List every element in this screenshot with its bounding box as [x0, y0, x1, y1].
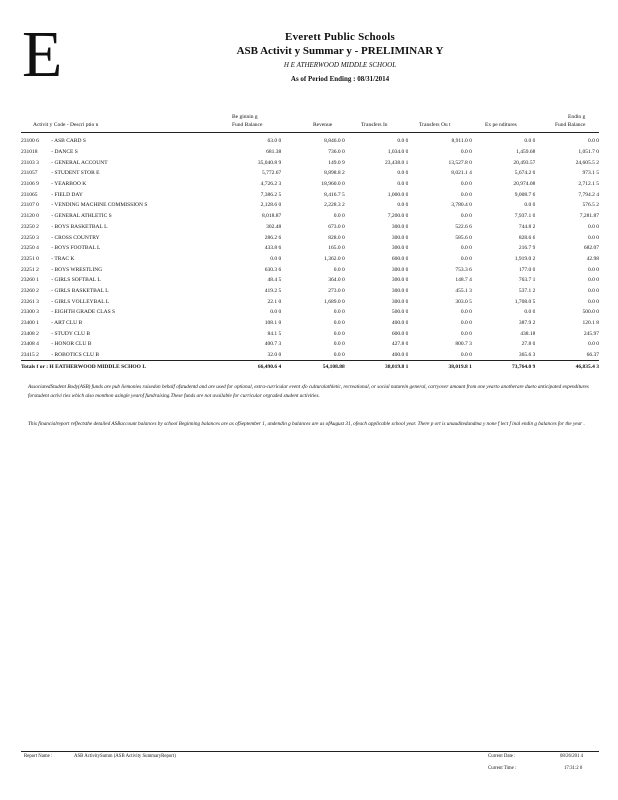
transfers-out-cell: 3,780.4 0: [451, 202, 472, 209]
ending-balance-cell: 66.37: [586, 352, 599, 359]
table-row: [21, 232, 599, 243]
revenue-cell: 2,228.3 2: [324, 202, 345, 209]
activity-desc-cell: - ROBOTICS CLU B: [51, 352, 100, 359]
transfers-out-cell: 800.7 3: [455, 341, 472, 348]
transfers-out-cell: 0.0 0: [460, 352, 472, 359]
transfers-out-cell: 8,021.1 4: [451, 170, 472, 177]
transfers-out-cell: 0.0 0: [460, 213, 472, 220]
activity-desc-cell: - STUDENT STOR E: [51, 170, 100, 177]
table-row: [21, 275, 599, 286]
activity-table: [21, 136, 599, 372]
ending-balance-cell: 0.0 0: [588, 223, 599, 230]
expenditures-cell: 20,493.57: [513, 159, 536, 166]
beginning-balance-cell: 35,040.8 9: [257, 159, 282, 166]
revenue-cell: 364.0 0: [328, 277, 345, 284]
ending-balance-cell: 0.0 0: [588, 277, 599, 284]
activity-code-cell: 23100 6: [21, 138, 39, 145]
transfers-in-cell: 300.0 0: [391, 223, 409, 230]
beginning-balance-cell: 4,726.2 3: [260, 181, 282, 188]
revenue-cell: 736.0 0: [328, 149, 345, 156]
totals-transfers-in: 38,019.8 1: [345, 361, 409, 372]
expenditures-cell: 365.6 3: [518, 352, 536, 359]
table-row: [21, 200, 599, 211]
table-row: [21, 286, 599, 297]
district-name: Everett Public Schools: [285, 31, 395, 43]
report-title: ASB Activit y Summar y - PRELIMINAR Y: [236, 45, 444, 57]
table-row: [21, 296, 599, 307]
ending-balance-cell: 0.0 0: [588, 266, 599, 273]
transfers-in-cell: 500.0 0: [391, 309, 409, 316]
activity-code-cell: 23400 1: [21, 320, 39, 327]
col-header-code-desc: Activit y Code - Descri ptio n: [33, 122, 99, 128]
beginning-balance-cell: 7,386.2 5: [260, 191, 282, 198]
transfers-out-cell: 0.0 0: [460, 245, 472, 252]
beginning-balance-cell: 630.3 6: [264, 266, 282, 273]
activity-code-cell: 23415 2: [21, 352, 39, 359]
table-row: [21, 147, 599, 158]
activity-code-cell: 23408 2: [21, 330, 39, 337]
beginning-balance-cell: 681.38: [266, 149, 282, 156]
expenditures-cell: 0.0 0: [524, 309, 536, 316]
table-row: [21, 189, 599, 200]
ending-balance-cell: 7,281.87: [579, 213, 599, 220]
beginning-balance-cell: 400.7 3: [264, 341, 282, 348]
table-row: [21, 243, 599, 254]
revenue-cell: 0.0 0: [333, 320, 345, 327]
revenue-cell: 149.0 9: [328, 159, 345, 166]
activity-code-cell: 23261 3: [21, 298, 39, 305]
transfers-in-cell: 427.8 0: [391, 341, 409, 348]
activity-desc-cell: - BOYS FOOTBAL L: [51, 245, 101, 252]
beginning-balance-cell: 2,128.6 0: [260, 202, 282, 209]
revenue-cell: 0.0 0: [333, 330, 345, 337]
expenditures-cell: 177.0 0: [518, 266, 536, 273]
beginning-balance-cell: 419.2 5: [264, 287, 282, 294]
revenue-cell: 0.0 0: [333, 213, 345, 220]
col-header-transfers-in: Transfers In: [361, 122, 388, 128]
expenditures-cell: 5,674.2 0: [514, 170, 536, 177]
transfers-in-cell: 400.0 0: [391, 320, 409, 327]
current-date-label: Current Date :: [488, 754, 516, 759]
transfers-in-cell: 300.0 0: [391, 266, 409, 273]
activity-desc-cell: - YEARBOO K: [51, 181, 87, 188]
ending-balance-cell: 576.5 2: [582, 202, 599, 209]
expenditures-cell: 216.7 9: [518, 245, 536, 252]
transfers-out-cell: 0.0 0: [460, 181, 472, 188]
col-header-revenue: Revenue: [313, 122, 333, 128]
activity-desc-cell: - BOYS WRESTLING: [51, 266, 103, 273]
expenditures-cell: 828.6 6: [518, 234, 536, 241]
transfers-in-cell: 0.0 0: [397, 170, 409, 177]
transfers-out-cell: 522.6 6: [455, 223, 472, 230]
ending-balance-cell: 500.0 0: [582, 309, 599, 316]
expenditures-cell: 744.8 2: [518, 223, 536, 230]
activity-desc-cell: - STUDY CLU B: [51, 330, 91, 337]
activity-desc-cell: - BOYS BASKETBAL L: [51, 223, 108, 230]
totals-beginning-balance: 66,490.6 4: [223, 361, 282, 372]
ending-balance-cell: 682.07: [583, 245, 599, 252]
footer-rule: [21, 751, 599, 752]
transfers-out-cell: 455.1 3: [455, 287, 472, 294]
ending-balance-cell: 120.1 8: [582, 320, 599, 327]
ending-balance-cell: 42.98: [586, 255, 599, 262]
revenue-cell: 273.0 0: [328, 287, 345, 294]
revenue-cell: 1,689.0 0: [324, 298, 345, 305]
expenditures-cell: 27.8 0: [521, 341, 536, 348]
beginning-balance-cell: 5,772.67: [261, 170, 282, 177]
transfers-out-cell: 13,527.8 0: [448, 159, 472, 166]
col-header-ending-bottom: Fund Balance: [555, 122, 586, 128]
transfers-out-cell: 0.0 0: [460, 149, 472, 156]
beginning-balance-cell: 108.1 0: [264, 320, 282, 327]
beginning-balance-cell: 286.2 6: [264, 234, 282, 241]
period-ending: As of Period Ending : 08/31/2014: [290, 75, 390, 83]
current-time-value: 17:31:2 0: [564, 766, 583, 771]
revenue-cell: 0.0 0: [333, 309, 345, 316]
revenue-cell: 1,362.0 0: [324, 255, 345, 262]
expenditures-cell: 0.0 0: [524, 138, 536, 145]
expenditures-cell: 7,937.1 0: [514, 213, 536, 220]
notes-paragraph-asb: AssociatedStudent Body(ASB) funds are pub liemonies raisedon behalf ofstudentd and are used for optional, extra-curricular event sfo culturalathletic, recreational, or social naturein general, carryover amount from one yearto anotherare dueto anticipated expenditures forstudent activi ties which also monthon asingle yearof fundraising.These funds are not available for curricular orgraded student activities.: [28, 384, 589, 399]
transfers-in-cell: 1,000.0 0: [387, 191, 409, 198]
transfers-in-cell: 0.0 0: [397, 138, 409, 145]
ending-balance-cell: 1,051.7 0: [578, 149, 599, 156]
transfers-out-cell: 0.0 0: [460, 309, 472, 316]
activity-desc-cell: - ART CLU B: [51, 320, 83, 327]
table-row: [21, 339, 599, 350]
report-name-label: Report Name :: [24, 754, 53, 759]
expenditures-cell: 1,919.0 2: [514, 255, 536, 262]
activity-code-cell: 23408 4: [21, 341, 39, 348]
activity-code-cell: 231057: [21, 170, 38, 177]
revenue-cell: 18,960.0 0: [321, 181, 345, 188]
totals-row: [21, 361, 599, 372]
beginning-balance-cell: 22.1 0: [267, 298, 282, 305]
activity-desc-cell: - GIRLS VOLLEYBAL L: [51, 298, 110, 305]
activity-code-cell: 23251 2: [21, 266, 39, 273]
expenditures-cell: 438.18: [520, 330, 536, 337]
ending-balance-cell: 0.0 0: [588, 341, 599, 348]
table-row: [21, 328, 599, 339]
transfers-in-cell: 0.0 0: [397, 202, 409, 209]
activity-code-cell: 23251 0: [21, 255, 39, 262]
activity-code-cell: 231065: [21, 191, 38, 198]
transfers-out-cell: 303.0 5: [455, 298, 472, 305]
ending-balance-cell: 973.1 5: [582, 170, 599, 177]
activity-code-cell: 23103 3: [21, 159, 39, 166]
table-row: [21, 179, 599, 190]
revenue-cell: 8,416.7 5: [324, 191, 345, 198]
expenditures-cell: 20,974.08: [513, 181, 536, 188]
ending-balance-cell: 2,712.1 5: [578, 181, 599, 188]
activity-code-cell: 23106 9: [21, 181, 39, 188]
district-logo: E: [22, 18, 63, 91]
transfers-out-cell: 0.0 0: [460, 255, 472, 262]
ending-balance-cell: 0.0 0: [588, 287, 599, 294]
activity-code-cell: 231018: [21, 149, 38, 156]
transfers-out-cell: 0.0 0: [460, 330, 472, 337]
activity-desc-cell: - ASB CARD S: [51, 138, 86, 145]
beginning-balance-cell: 63.0 0: [267, 138, 282, 145]
activity-desc-cell: - FIELD DAY: [51, 191, 83, 198]
activity-desc-cell: - GENERAL ACCOUNT: [51, 159, 108, 166]
transfers-in-cell: 0.0 0: [397, 181, 409, 188]
report-name-value: ASB ActivitySumm (ASB Activity SummaryReport): [74, 754, 176, 759]
activity-code-cell: 23300 3: [21, 309, 39, 316]
transfers-out-cell: 8,911.0 0: [451, 138, 472, 145]
transfers-out-cell: 753.3 6: [455, 266, 472, 273]
expenditures-cell: 9,008.7 6: [514, 191, 536, 198]
transfers-in-cell: 300.0 0: [391, 277, 409, 284]
ending-balance-cell: 24,605.5 2: [575, 159, 599, 166]
transfers-in-cell: 300.0 0: [391, 245, 409, 252]
revenue-cell: 8,898.8 2: [324, 170, 345, 177]
ending-balance-cell: 245.97: [583, 330, 599, 337]
ending-balance-cell: 0.0 0: [588, 298, 599, 305]
transfers-out-cell: 585.6 0: [455, 234, 472, 241]
transfers-in-cell: 300.0 0: [391, 298, 409, 305]
activity-code-cell: 23250 2: [21, 223, 39, 230]
table-row: [21, 168, 599, 179]
activity-desc-cell: - GIRLS SOFTBAL L: [51, 277, 101, 284]
revenue-cell: 0.0 0: [333, 266, 345, 273]
totals-expenditures: 73,764.0 9: [472, 361, 536, 372]
transfers-out-cell: 0.0 0: [460, 320, 472, 327]
expenditures-cell: 1,708.0 5: [514, 298, 536, 305]
totals-transfers-out: 38,019.8 1: [408, 361, 472, 372]
transfers-out-cell: 0.0 0: [460, 191, 472, 198]
table-row: [21, 157, 599, 168]
transfers-in-cell: 400.0 0: [391, 352, 409, 359]
transfers-in-cell: 7,200.0 0: [387, 213, 409, 220]
table-row: [21, 318, 599, 329]
activity-code-cell: 23260 2: [21, 287, 39, 294]
expenditures-cell: 1,459.68: [516, 149, 536, 156]
transfers-in-cell: 23,438.0 1: [384, 159, 409, 166]
beginning-balance-cell: 0.0 0: [270, 309, 282, 316]
revenue-cell: 0.0 0: [333, 352, 345, 359]
table-row: [21, 264, 599, 275]
transfers-in-cell: 600.0 0: [391, 255, 409, 262]
beginning-balance-cell: 8,018.87: [261, 213, 282, 220]
col-header-ending-top: Endin g: [568, 114, 586, 120]
col-header-transfers-out: Transfers Ou t: [419, 122, 451, 128]
activity-desc-cell: - CROSS COUNTRY: [51, 234, 100, 241]
beginning-balance-cell: 32.0 0: [267, 352, 282, 359]
totals-ending-balance: 46,835.4 3: [535, 361, 599, 372]
table-row: [21, 254, 599, 265]
revenue-cell: 8,846.0 0: [324, 138, 345, 145]
table-row: [21, 211, 599, 222]
col-header-beginning-bottom: Fund Balance: [232, 122, 263, 128]
revenue-cell: 165.0 0: [328, 245, 345, 252]
expenditures-cell: 763.7 1: [518, 277, 536, 284]
transfers-in-cell: 600.0 0: [391, 330, 409, 337]
table-row: [21, 307, 599, 318]
activity-desc-cell: - TRAC K: [51, 255, 75, 262]
current-date-value: 08/26/201 4: [560, 754, 584, 759]
activity-code-cell: 23250 3: [21, 234, 39, 241]
activity-code-cell: 23107 0: [21, 202, 39, 209]
expenditures-cell: 0.0 0: [524, 202, 536, 209]
notes-paragraph-report: This financialreport reflectsthe detailed ASBaccount balances by school Beginning balances are as ofSeptember 1, andendin g balances are as ofAugust 31, ofeach applicable school year. There p ort is unauditedandma y none f lect f inal endin g balances for the year .: [28, 421, 585, 427]
expenditures-cell: 387.9 2: [518, 320, 536, 327]
header-rule: [21, 132, 599, 133]
ending-balance-cell: 0.0 0: [588, 234, 599, 241]
beginning-balance-cell: 433.8 6: [264, 245, 282, 252]
activity-desc-cell: - HONOR CLU B: [51, 341, 92, 348]
revenue-cell: 0.0 0: [333, 341, 345, 348]
totals-label: Totals f or : H EATHERWOOD MIDDLE SCHOO L: [21, 361, 223, 372]
activity-desc-cell: - GENERAL ATHLETIC S: [51, 213, 112, 220]
table-row: [21, 222, 599, 233]
activity-desc-cell: - GIRLS BASKETBAL L: [51, 287, 109, 294]
beginning-balance-cell: 302.48: [266, 223, 282, 230]
table-row: [21, 350, 599, 361]
table-row: [21, 136, 599, 147]
beginning-balance-cell: 0.0 0: [270, 255, 282, 262]
activity-code-cell: 23250 4: [21, 245, 39, 252]
transfers-out-cell: 148.7 4: [455, 277, 472, 284]
transfers-in-cell: 300.0 0: [391, 234, 409, 241]
col-header-beginning-top: Be ginnin g: [232, 114, 258, 120]
activity-code-cell: 23260 1: [21, 277, 39, 284]
school-name: H E ATHERWOOD MIDDLE SCHOOL: [283, 61, 397, 69]
revenue-cell: 673.0 0: [328, 223, 345, 230]
current-time-label: Current Time :: [488, 766, 517, 771]
transfers-in-cell: 300.0 0: [391, 287, 409, 294]
activity-desc-cell: - EIGHTH GRADE CLAS S: [51, 309, 116, 316]
totals-revenue: 54,108.88: [281, 361, 345, 372]
revenue-cell: 828.0 0: [328, 234, 345, 241]
ending-balance-cell: 0.0 0: [588, 138, 599, 145]
col-header-expenditures: Ex pe nditures: [485, 122, 517, 128]
transfers-in-cell: 1,034.0 0: [387, 149, 409, 156]
activity-desc-cell: - DANCE S: [51, 149, 78, 156]
expenditures-cell: 537.1 2: [518, 287, 536, 294]
activity-code-cell: 23120 0: [21, 213, 39, 220]
activity-desc-cell: - VENDING MACHINE COMMISSION S: [51, 202, 148, 209]
ending-balance-cell: 7,794.2 4: [578, 191, 599, 198]
beginning-balance-cell: 84.1 5: [267, 330, 282, 337]
beginning-balance-cell: 48.4 5: [267, 277, 282, 284]
